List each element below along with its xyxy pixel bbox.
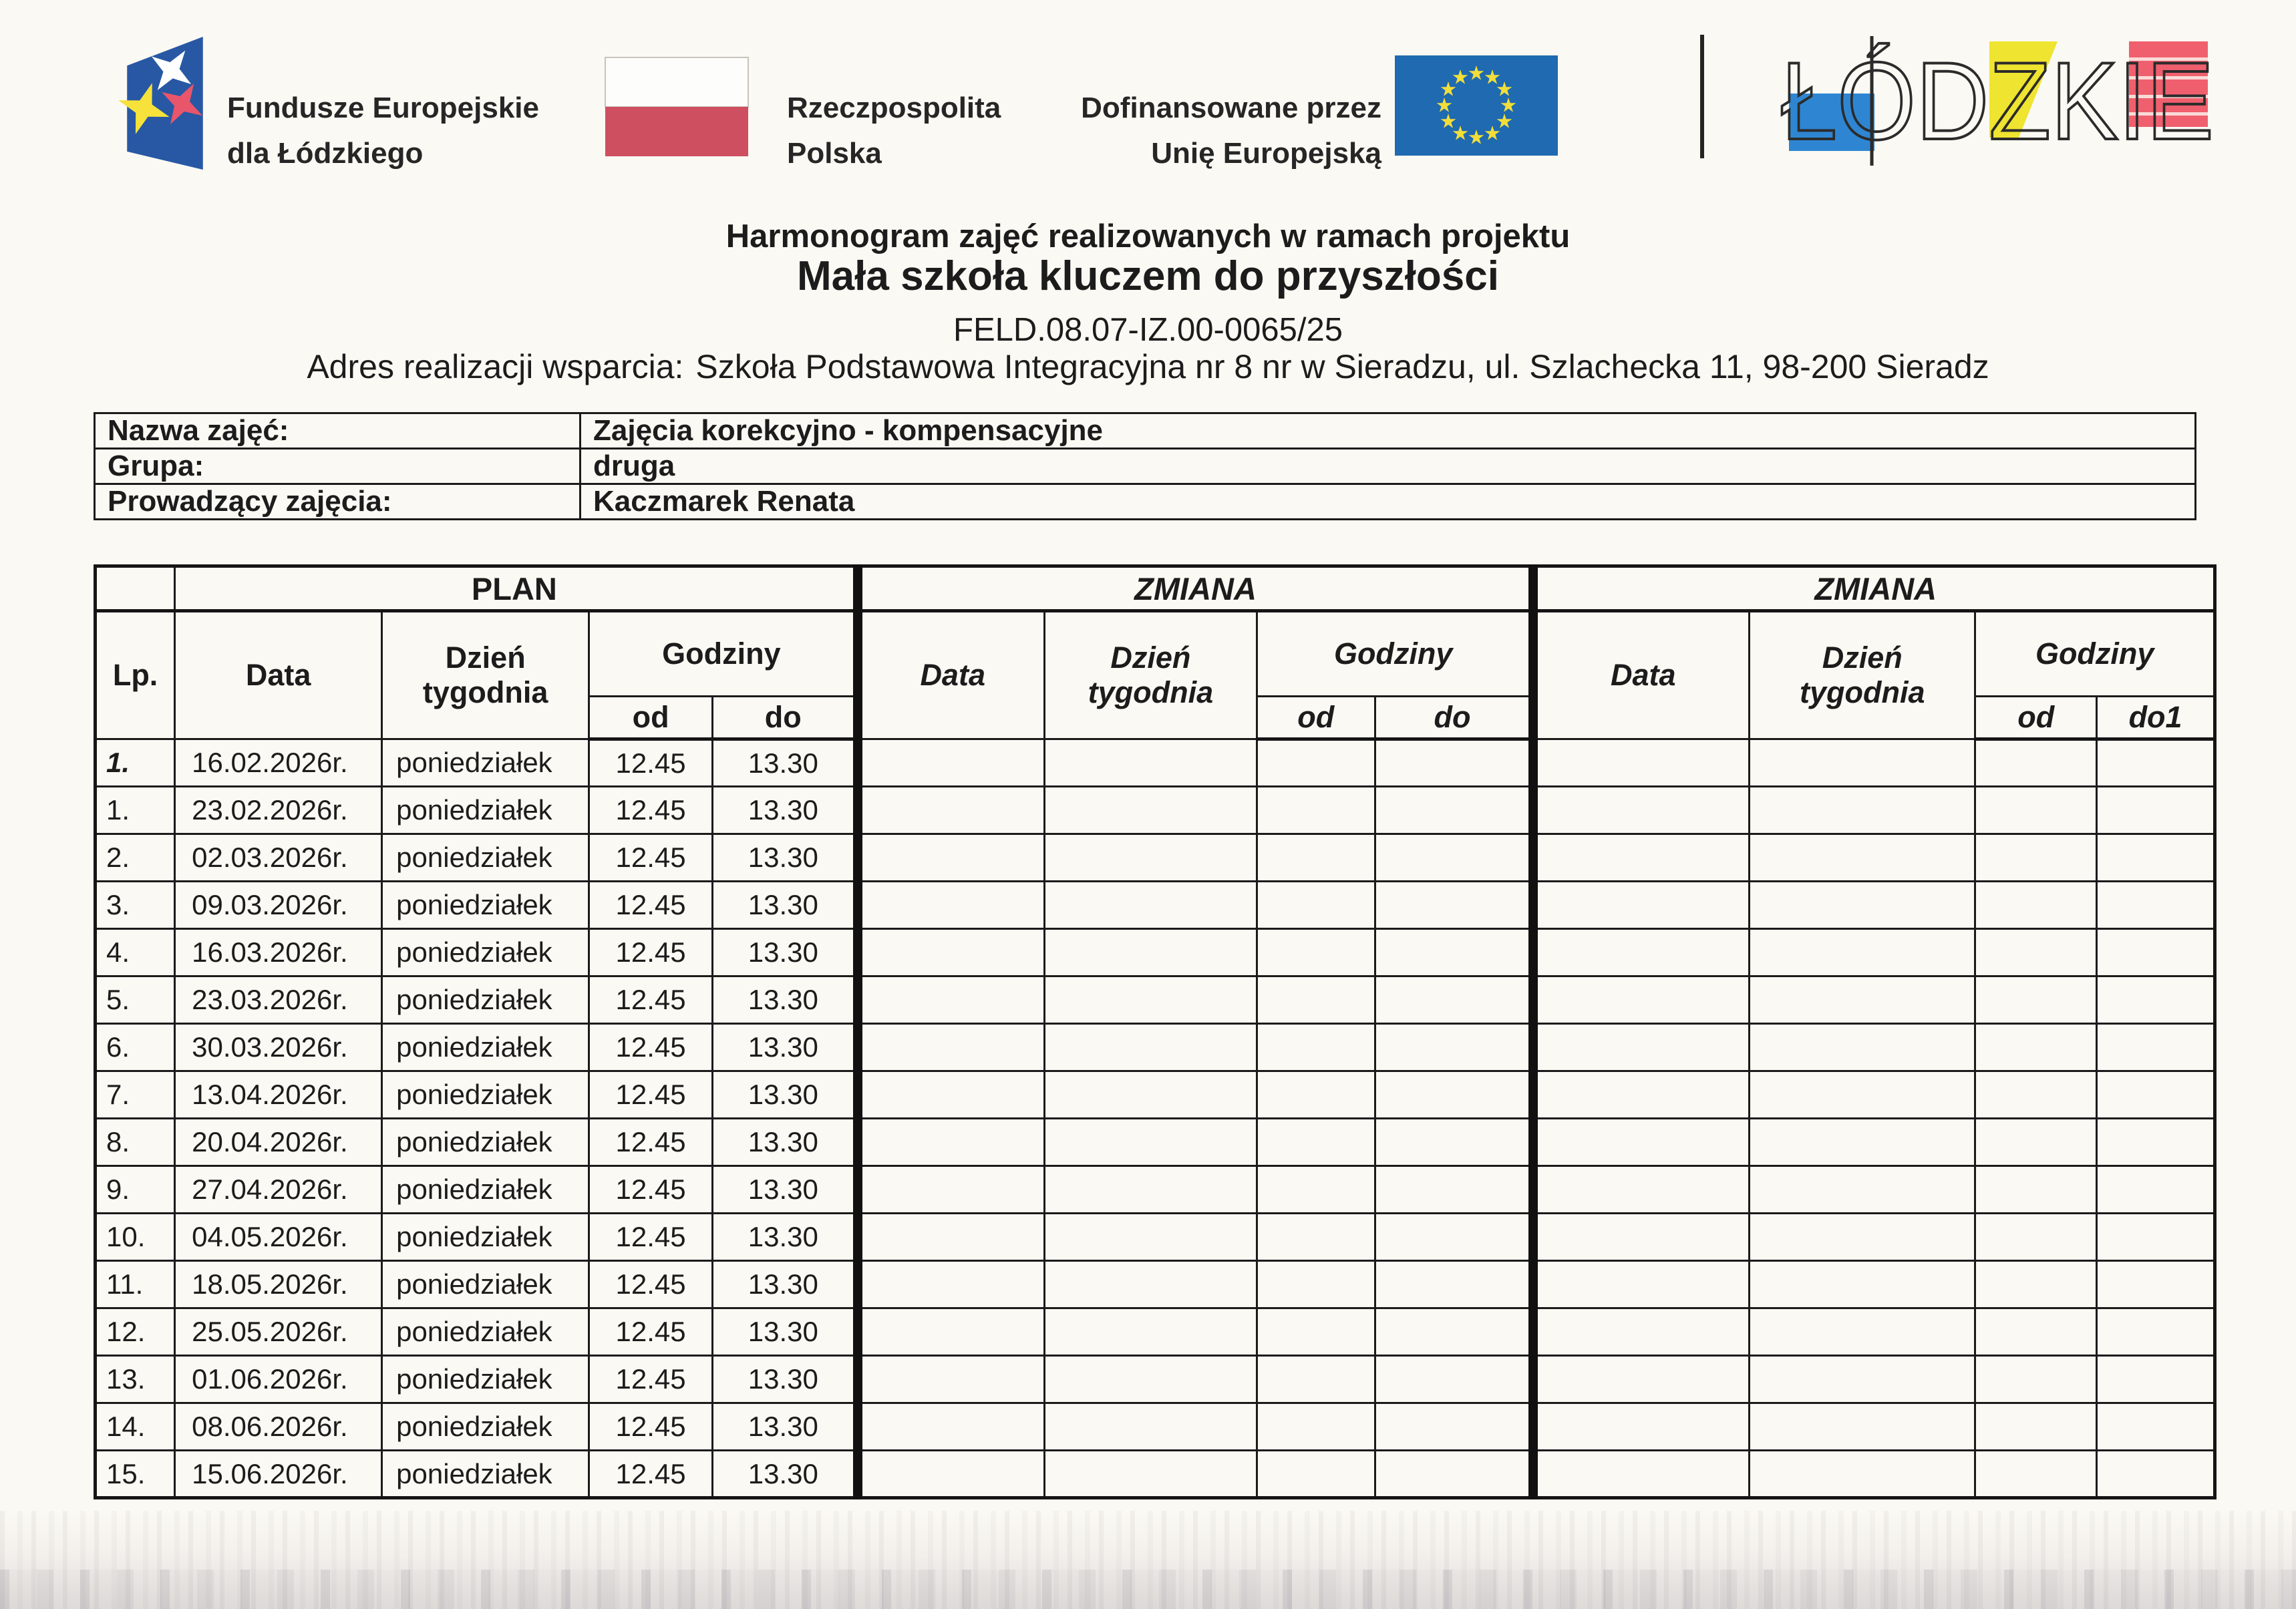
day-cell: poniedziałek <box>382 882 589 929</box>
lp-cell: 4. <box>96 929 175 976</box>
zmiana2-date-cell-empty <box>1533 1214 1749 1261</box>
zmiana2-col-header-day-line2: tygodnia <box>1799 675 1925 709</box>
date-cell: 01.06.2026r. <box>175 1356 382 1403</box>
schedule-row <box>96 976 2215 1024</box>
time-from-cell: 12.45 <box>589 882 713 929</box>
time-to-cell: 13.30 <box>712 1308 857 1356</box>
zmiana1-to-cell-empty <box>1375 882 1533 929</box>
section-band-row <box>96 566 2215 611</box>
day-cell: poniedziałek <box>382 739 589 787</box>
zmiana1-date-cell-empty <box>858 1261 1045 1308</box>
zmiana1-date-cell-empty <box>858 1071 1045 1119</box>
eu-flag-icon <box>1395 55 1558 156</box>
time-from-cell: 12.45 <box>589 1308 713 1356</box>
lp-cell: 8. <box>96 1119 175 1166</box>
day-cell: poniedziałek <box>382 1119 589 1166</box>
col-header-day-line2: tygodnia <box>422 675 548 709</box>
zmiana2-date-cell-empty <box>1533 1024 1749 1071</box>
time-to-cell: 13.30 <box>712 976 857 1024</box>
zmiana2-to-cell-empty <box>2097 1308 2215 1356</box>
rp-logo-text <box>787 85 1001 176</box>
zmiana2-day-cell-empty <box>1750 1119 1975 1166</box>
zmiana2-date-cell-empty <box>1533 1166 1749 1214</box>
zmiana1-date-cell-empty <box>858 739 1045 787</box>
zmiana2-day-cell-empty <box>1750 1166 1975 1214</box>
zmiana2-date-cell-empty <box>1533 787 1749 834</box>
time-to-cell: 13.30 <box>712 1261 857 1308</box>
fe-logo-text <box>227 85 539 176</box>
time-to-cell: 13.30 <box>712 929 857 976</box>
zmiana2-day-cell-empty <box>1750 929 1975 976</box>
zmiana2-col-header-od: od <box>1975 697 2097 739</box>
zmiana1-col-header-day-line1: Dzień <box>1110 641 1191 675</box>
zmiana1-col-header-day-line2: tygodnia <box>1088 675 1214 709</box>
zmiana2-to-cell-empty <box>2097 976 2215 1024</box>
zmiana2-day-cell-empty <box>1750 1214 1975 1261</box>
zmiana2-col-header-day <box>1750 611 1975 739</box>
zmiana2-from-cell-empty <box>1975 1451 2097 1498</box>
zmiana1-date-cell-empty <box>858 1451 1045 1498</box>
zmiana1-from-cell-empty <box>1257 1119 1375 1166</box>
zmiana1-from-cell-empty <box>1257 739 1375 787</box>
lp-cell: 11. <box>96 1261 175 1308</box>
date-cell: 16.03.2026r. <box>175 929 382 976</box>
schedule-row <box>96 882 2215 929</box>
schedule-row <box>96 1356 2215 1403</box>
address-label: Adres realizacji wsparcia: <box>307 348 684 385</box>
date-cell: 27.04.2026r. <box>175 1166 382 1214</box>
schedule-row <box>96 834 2215 882</box>
lp-cell: 14. <box>96 1403 175 1451</box>
zmiana1-col-header-od: od <box>1257 697 1375 739</box>
lp-cell: 15. <box>96 1451 175 1498</box>
rp-line2: Polska <box>787 137 882 170</box>
document-title-line1: Harmonogram zajęć realizowanych w ramach projektu <box>725 218 1571 254</box>
info-row <box>95 484 2196 520</box>
zmiana1-from-cell-empty <box>1257 787 1375 834</box>
lp-cell: 6. <box>96 1024 175 1071</box>
zmiana2-date-cell-empty <box>1533 882 1749 929</box>
zmiana1-col-header-do: do <box>1375 697 1533 739</box>
zmiana1-day-cell-empty <box>1044 1308 1257 1356</box>
time-to-cell: 13.30 <box>712 1166 857 1214</box>
col-header-od: od <box>589 697 713 739</box>
class-info-table <box>94 412 2196 520</box>
zmiana1-day-cell-empty <box>1044 976 1257 1024</box>
zmiana1-to-cell-empty <box>1375 1403 1533 1451</box>
eu-funding-line1: Dofinansowane przez <box>1081 92 1381 124</box>
time-from-cell: 12.45 <box>589 1261 713 1308</box>
zmiana2-from-cell-empty <box>1975 1214 2097 1261</box>
eu-funding-text <box>1029 85 1381 176</box>
zmiana2-from-cell-empty <box>1975 1356 2097 1403</box>
date-cell: 23.03.2026r. <box>175 976 382 1024</box>
zmiana1-to-cell-empty <box>1375 1308 1533 1356</box>
zmiana2-date-cell-empty <box>1533 739 1749 787</box>
zmiana2-from-cell-empty <box>1975 1024 2097 1071</box>
zmiana1-col-header-day <box>1044 611 1257 739</box>
zmiana1-date-cell-empty <box>858 1403 1045 1451</box>
zmiana2-from-cell-empty <box>1975 1119 2097 1166</box>
zmiana1-day-cell-empty <box>1044 1356 1257 1403</box>
date-cell: 16.02.2026r. <box>175 739 382 787</box>
zmiana1-date-cell-empty <box>858 882 1045 929</box>
date-cell: 25.05.2026r. <box>175 1308 382 1356</box>
schedule-row <box>96 787 2215 834</box>
day-cell: poniedziałek <box>382 1308 589 1356</box>
zmiana1-date-cell-empty <box>858 1308 1045 1356</box>
info-row <box>95 413 2196 449</box>
column-header-row <box>96 611 2215 697</box>
zmiana1-to-cell-empty <box>1375 1356 1533 1403</box>
zmiana1-to-cell-empty <box>1375 787 1533 834</box>
zmiana2-day-cell-empty <box>1750 1071 1975 1119</box>
zmiana2-date-cell-empty <box>1533 1403 1749 1451</box>
zmiana1-from-cell-empty <box>1257 834 1375 882</box>
schedule-table <box>94 564 2217 1499</box>
zmiana2-col-header-hours: Godziny <box>1975 611 2215 697</box>
zmiana2-from-cell-empty <box>1975 1166 2097 1214</box>
zmiana1-from-cell-empty <box>1257 1261 1375 1308</box>
zmiana1-to-cell-empty <box>1375 929 1533 976</box>
time-from-cell: 12.45 <box>589 834 713 882</box>
project-name: Mała szkoła kluczem do przyszłości <box>797 253 1499 299</box>
date-cell: 09.03.2026r. <box>175 882 382 929</box>
time-to-cell: 13.30 <box>712 739 857 787</box>
time-from-cell: 12.45 <box>589 1451 713 1498</box>
date-cell: 20.04.2026r. <box>175 1119 382 1166</box>
time-from-cell: 12.45 <box>589 1024 713 1071</box>
time-from-cell: 12.45 <box>589 1166 713 1214</box>
zmiana2-from-cell-empty <box>1975 929 2097 976</box>
lp-cell: 12. <box>96 1308 175 1356</box>
zmiana1-from-cell-empty <box>1257 882 1375 929</box>
zmiana2-from-cell-empty <box>1975 1403 2097 1451</box>
col-header-do: do <box>712 697 857 739</box>
lp-cell: 13. <box>96 1356 175 1403</box>
day-cell: poniedziałek <box>382 1261 589 1308</box>
date-cell: 18.05.2026r. <box>175 1261 382 1308</box>
zmiana2-col-header-do1: do1 <box>2097 697 2215 739</box>
time-to-cell: 13.30 <box>712 1451 857 1498</box>
col-header-data: Data <box>175 611 382 739</box>
zmiana1-day-cell-empty <box>1044 1166 1257 1214</box>
time-to-cell: 13.30 <box>712 834 857 882</box>
zmiana2-to-cell-empty <box>2097 1261 2215 1308</box>
zmiana2-day-cell-empty <box>1750 1356 1975 1403</box>
schedule-row <box>96 1308 2215 1356</box>
time-from-cell: 12.45 <box>589 1071 713 1119</box>
schedule-row <box>96 1024 2215 1071</box>
zmiana1-day-cell-empty <box>1044 1214 1257 1261</box>
zmiana1-from-cell-empty <box>1257 1451 1375 1498</box>
zmiana1-date-cell-empty <box>858 1119 1045 1166</box>
zmiana2-from-cell-empty <box>1975 1071 2097 1119</box>
time-from-cell: 12.45 <box>589 1214 713 1261</box>
zmiana2-to-cell-empty <box>2097 787 2215 834</box>
zmiana1-section-header: ZMIANA <box>858 566 1534 611</box>
fe-logo-line1: Fundusze Europejskie <box>227 92 539 124</box>
plan-section-header: PLAN <box>175 566 858 611</box>
zmiana2-to-cell-empty <box>2097 1024 2215 1071</box>
col-header-day <box>382 611 589 739</box>
zmiana2-date-cell-empty <box>1533 929 1749 976</box>
zmiana2-to-cell-empty <box>2097 1119 2215 1166</box>
zmiana1-col-header-hours: Godziny <box>1257 611 1533 697</box>
lp-cell: 5. <box>96 976 175 1024</box>
zmiana1-from-cell-empty <box>1257 1356 1375 1403</box>
zmiana1-to-cell-empty <box>1375 1071 1533 1119</box>
info-label: Grupa: <box>95 449 581 484</box>
time-from-cell: 12.45 <box>589 787 713 834</box>
schedule-row <box>96 1403 2215 1451</box>
zmiana1-from-cell-empty <box>1257 1308 1375 1356</box>
zmiana1-from-cell-empty <box>1257 1403 1375 1451</box>
zmiana2-date-cell-empty <box>1533 1356 1749 1403</box>
day-cell: poniedziałek <box>382 1403 589 1451</box>
zmiana2-from-cell-empty <box>1975 1261 2097 1308</box>
zmiana1-to-cell-empty <box>1375 1451 1533 1498</box>
zmiana2-col-header-day-line1: Dzień <box>1822 641 1903 675</box>
day-cell: poniedziałek <box>382 976 589 1024</box>
date-cell: 13.04.2026r. <box>175 1071 382 1119</box>
zmiana2-section-header: ZMIANA <box>1533 566 2215 611</box>
zmiana1-to-cell-empty <box>1375 1119 1533 1166</box>
info-value: druga <box>581 449 2196 484</box>
day-cell: poniedziałek <box>382 1166 589 1214</box>
lp-cell: 10. <box>96 1214 175 1261</box>
info-value: Kaczmarek Renata <box>581 484 2196 520</box>
schedule-row <box>96 1214 2215 1261</box>
schedule-row <box>96 1451 2215 1498</box>
schedule-row <box>96 1261 2215 1308</box>
zmiana2-to-cell-empty <box>2097 882 2215 929</box>
schedule-row <box>96 1119 2215 1166</box>
zmiana2-day-cell-empty <box>1750 1403 1975 1451</box>
zmiana2-date-cell-empty <box>1533 1451 1749 1498</box>
zmiana1-day-cell-empty <box>1044 739 1257 787</box>
zmiana2-day-cell-empty <box>1750 976 1975 1024</box>
day-cell: poniedziałek <box>382 929 589 976</box>
zmiana1-col-header-data: Data <box>858 611 1045 739</box>
time-to-cell: 13.30 <box>712 882 857 929</box>
zmiana1-day-cell-empty <box>1044 882 1257 929</box>
zmiana1-date-cell-empty <box>858 929 1045 976</box>
zmiana2-to-cell-empty <box>2097 1451 2215 1498</box>
date-cell: 04.05.2026r. <box>175 1214 382 1261</box>
poland-flag-icon <box>605 57 749 157</box>
zmiana2-col-header-data: Data <box>1533 611 1749 739</box>
zmiana2-day-cell-empty <box>1750 834 1975 882</box>
zmiana1-date-cell-empty <box>858 976 1045 1024</box>
zmiana1-to-cell-empty <box>1375 739 1533 787</box>
zmiana2-day-cell-empty <box>1750 739 1975 787</box>
zmiana1-day-cell-empty <box>1044 1403 1257 1451</box>
zmiana1-date-cell-empty <box>858 787 1045 834</box>
project-code: FELD.08.07-IZ.00-0065/25 <box>953 312 1343 348</box>
zmiana1-from-cell-empty <box>1257 1024 1375 1071</box>
zmiana1-day-cell-empty <box>1044 1261 1257 1308</box>
date-cell: 30.03.2026r. <box>175 1024 382 1071</box>
lp-band-empty-cell <box>96 566 175 611</box>
lp-cell: 1. <box>96 739 175 787</box>
address-value: Szkoła Podstawowa Integracyjna nr 8 nr w Sieradzu, ul. Szlachecka 11, 98-200 Sieradz <box>695 348 1989 385</box>
zmiana2-to-cell-empty <box>2097 1214 2215 1261</box>
date-cell: 15.06.2026r. <box>175 1451 382 1498</box>
zmiana1-to-cell-empty <box>1375 976 1533 1024</box>
zmiana2-from-cell-empty <box>1975 882 2097 929</box>
fe-logo-line2: dla Łódzkiego <box>227 137 424 170</box>
schedule-row <box>96 929 2215 976</box>
zmiana2-date-cell-empty <box>1533 976 1749 1024</box>
zmiana2-from-cell-empty <box>1975 787 2097 834</box>
zmiana1-date-cell-empty <box>858 1024 1045 1071</box>
col-header-day-line1: Dzień <box>445 641 526 675</box>
time-from-cell: 12.45 <box>589 739 713 787</box>
zmiana2-from-cell-empty <box>1975 976 2097 1024</box>
zmiana2-to-cell-empty <box>2097 929 2215 976</box>
schedule-row <box>96 1166 2215 1214</box>
zmiana1-date-cell-empty <box>858 1214 1045 1261</box>
lp-cell: 9. <box>96 1166 175 1214</box>
zmiana2-date-cell-empty <box>1533 1308 1749 1356</box>
zmiana1-day-cell-empty <box>1044 787 1257 834</box>
zmiana1-day-cell-empty <box>1044 1071 1257 1119</box>
zmiana2-from-cell-empty <box>1975 834 2097 882</box>
zmiana2-date-cell-empty <box>1533 1071 1749 1119</box>
zmiana1-to-cell-empty <box>1375 834 1533 882</box>
fe-logo-icon <box>127 33 204 171</box>
poland-flag-red <box>605 107 748 156</box>
date-cell: 08.06.2026r. <box>175 1403 382 1451</box>
scan-noise-bottom-edge <box>0 1570 2296 1609</box>
col-header-hours: Godziny <box>589 611 858 697</box>
rp-line1: Rzeczpospolita <box>787 92 1001 124</box>
info-row <box>95 449 2196 484</box>
zmiana2-day-cell-empty <box>1750 1261 1975 1308</box>
day-cell: poniedziałek <box>382 1024 589 1071</box>
date-cell: 02.03.2026r. <box>175 834 382 882</box>
info-label: Prowadzący zajęcia: <box>95 484 581 520</box>
zmiana1-day-cell-empty <box>1044 1119 1257 1166</box>
day-cell: poniedziałek <box>382 834 589 882</box>
time-to-cell: 13.30 <box>712 1119 857 1166</box>
zmiana1-day-cell-empty <box>1044 834 1257 882</box>
zmiana1-to-cell-empty <box>1375 1024 1533 1071</box>
zmiana1-date-cell-empty <box>858 1356 1045 1403</box>
day-cell: poniedziałek <box>382 1071 589 1119</box>
zmiana1-date-cell-empty <box>858 1166 1045 1214</box>
zmiana2-date-cell-empty <box>1533 1119 1749 1166</box>
lodzkie-logo-icon <box>1770 32 2225 169</box>
lp-cell: 2. <box>96 834 175 882</box>
zmiana2-to-cell-empty <box>2097 739 2215 787</box>
date-cell: 23.02.2026r. <box>175 787 382 834</box>
lp-cell: 1. <box>96 787 175 834</box>
time-from-cell: 12.45 <box>589 1403 713 1451</box>
zmiana2-day-cell-empty <box>1750 882 1975 929</box>
time-to-cell: 13.30 <box>712 1071 857 1119</box>
zmiana2-day-cell-empty <box>1750 1451 1975 1498</box>
time-from-cell: 12.45 <box>589 929 713 976</box>
zmiana1-to-cell-empty <box>1375 1261 1533 1308</box>
zmiana1-day-cell-empty <box>1044 1024 1257 1071</box>
zmiana1-to-cell-empty <box>1375 1166 1533 1214</box>
zmiana2-date-cell-empty <box>1533 1261 1749 1308</box>
col-header-lp: Lp. <box>96 611 175 739</box>
zmiana1-from-cell-empty <box>1257 1214 1375 1261</box>
header-divider <box>1700 35 1704 158</box>
zmiana2-to-cell-empty <box>2097 834 2215 882</box>
zmiana1-from-cell-empty <box>1257 976 1375 1024</box>
zmiana2-day-cell-empty <box>1750 787 1975 834</box>
zmiana2-date-cell-empty <box>1533 834 1749 882</box>
zmiana2-to-cell-empty <box>2097 1356 2215 1403</box>
lp-cell: 7. <box>96 1071 175 1119</box>
time-to-cell: 13.30 <box>712 1024 857 1071</box>
time-to-cell: 13.30 <box>712 787 857 834</box>
time-to-cell: 13.30 <box>712 1403 857 1451</box>
zmiana1-from-cell-empty <box>1257 1071 1375 1119</box>
zmiana1-date-cell-empty <box>858 834 1045 882</box>
zmiana1-from-cell-empty <box>1257 929 1375 976</box>
zmiana2-day-cell-empty <box>1750 1024 1975 1071</box>
lp-cell: 3. <box>96 882 175 929</box>
schedule-row <box>96 1071 2215 1119</box>
time-to-cell: 13.30 <box>712 1356 857 1403</box>
time-to-cell: 13.30 <box>712 1214 857 1261</box>
zmiana2-from-cell-empty <box>1975 739 2097 787</box>
poland-flag-white <box>605 57 748 107</box>
time-from-cell: 12.45 <box>589 1356 713 1403</box>
day-cell: poniedziałek <box>382 1356 589 1403</box>
eu-funding-line2: Unię Europejską <box>1151 137 1381 170</box>
info-value: Zajęcia korekcyjno - kompensacyjne <box>581 413 2196 449</box>
zmiana2-day-cell-empty <box>1750 1308 1975 1356</box>
zmiana1-day-cell-empty <box>1044 1451 1257 1498</box>
zmiana2-from-cell-empty <box>1975 1308 2097 1356</box>
zmiana1-from-cell-empty <box>1257 1166 1375 1214</box>
zmiana2-to-cell-empty <box>2097 1071 2215 1119</box>
time-from-cell: 12.45 <box>589 976 713 1024</box>
schedule-row <box>96 739 2215 787</box>
info-label: Nazwa zajęć: <box>95 413 581 449</box>
zmiana2-to-cell-empty <box>2097 1166 2215 1214</box>
day-cell: poniedziałek <box>382 787 589 834</box>
zmiana2-to-cell-empty <box>2097 1403 2215 1451</box>
day-cell: poniedziałek <box>382 1214 589 1261</box>
zmiana1-to-cell-empty <box>1375 1214 1533 1261</box>
address-line <box>0 347 2296 386</box>
zmiana1-day-cell-empty <box>1044 929 1257 976</box>
lodzkie-logo-wordmark: ŁÓDZKIE <box>1781 39 2214 162</box>
day-cell: poniedziałek <box>382 1451 589 1498</box>
time-from-cell: 12.45 <box>589 1119 713 1166</box>
